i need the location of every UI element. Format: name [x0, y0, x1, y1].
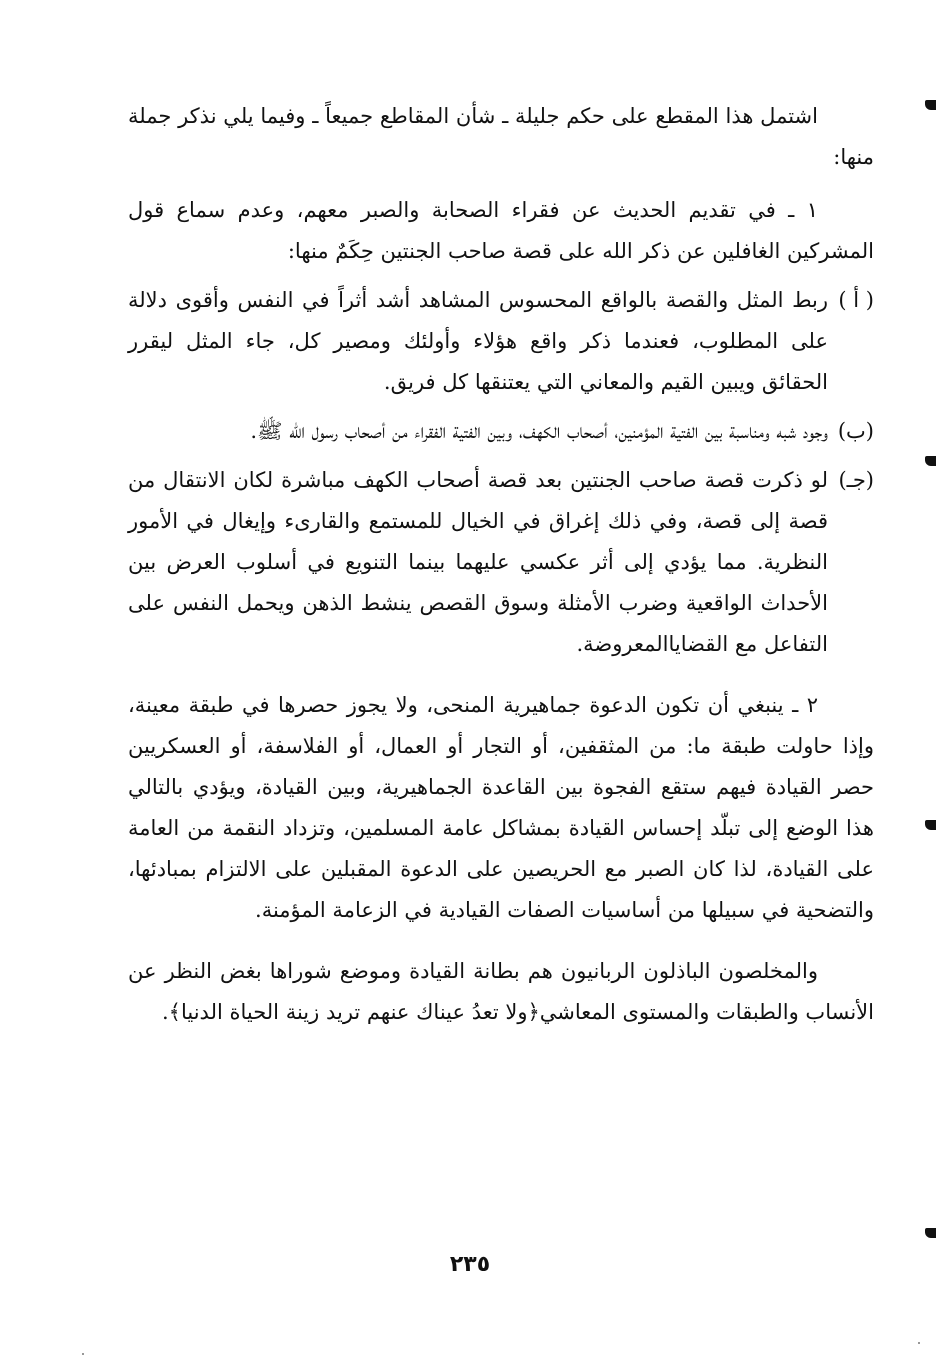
sub-point-a-text: ربط المثل والقصة بالواقع المحسوس المشاهد أشد أثراً في النفس وأقوى دلالة على المطلوب، فعندما ذكر واقع هؤلاء وأولئك ومصير كل، جاء المثل ليقرر الحقائق ويبين القيم والمعاني التي يعتنقها كل فريق. — [128, 288, 828, 394]
scan-edge-mark — [925, 820, 936, 830]
scan-edge-mark — [925, 100, 936, 110]
sub-point-c — [128, 460, 874, 665]
closing-paragraph: والمخلصون الباذلون الربانيون هم بطانة القيادة وموضع شوراها بغض النظر عن الأنساب والطبقات والمستوى المعاشي﴿ولا تعدُ عيناك عنهم تريد زينة الحياة الدنيا﴾. — [128, 959, 874, 1024]
point-2-paragraph: ٢ ـ ينبغي أن تكون الدعوة جماهيرية المنحى، ولا يجوز حصرها في طبقة معينة، وإذا حاولت طبقة ما: من المثقفين، أو التجار أو العمال، أو الفلاسفة، أو العسكريين حصر القيادة فيهم ستقع الفجوة بين القاعدة الجماهيرية، وبين القيادة، ويؤدي بالتالي هذا الوضع إلى تبلّد إحساس القيادة بمشاكل عامة المسلمين، وتزداد النقمة من العامة على القيادة، لذا كان الصبر مع الحريصين على الدعوة المقبلين على الالتزام بمبادئها، والتضحية في سبيلها من أساسيات الصفات القيادية في الزعامة المؤمنة. — [128, 693, 874, 922]
scan-edge-mark — [925, 1228, 936, 1238]
sub-point-a-mark: ( أ ) — [838, 288, 874, 312]
sub-point-b-mark: (ب) — [837, 419, 874, 443]
sub-point-b — [128, 411, 874, 452]
scan-edge-mark — [925, 456, 936, 466]
point-1-paragraph: ١ ـ في تقديم الحديث عن فقراء الصحابة والصبر معهم، وعدم سماع قول المشركين الغافلين عن ذكر الله على قصة صاحب الجنتين حِكَمٌ منها: — [128, 198, 874, 263]
sub-point-b-text: وجود شبه ومناسبة بين الفتية المؤمنين، أصحاب الكهف، وبين الفتية الفقراء من أصحاب رسول الله ﷺ. — [250, 419, 828, 443]
scan-speck — [82, 1353, 84, 1355]
sub-point-c-mark: (جـ) — [838, 468, 874, 492]
sub-point-a — [128, 280, 874, 403]
scan-speck — [918, 1342, 920, 1344]
intro-paragraph: اشتمل هذا المقطع على حكم جليلة ـ شأن المقاطع جميعاً ـ وفيما يلي نذكر جملة منها: — [128, 104, 874, 169]
page-number: ٢٣٥ — [449, 1252, 491, 1277]
page-body — [128, 96, 874, 1033]
sub-point-c-text: لو ذكرت قصة صاحب الجنتين بعد قصة أصحاب الكهف مباشرة لكان الانتقال من قصة إلى قصة، وفي ذلك إغراق في الخيال للمستمع والقارىء وإيغال في الأمور النظرية. مما يؤدي إلى أثر عكسي عليهما بينما التنويع في أسلوب العرض بين الأحداث الواقعية وضرب الأمثلة وسوق القصص ينشط الذهن ويحمل النفس على التفاعل مع القضاياالمعروضة. — [128, 468, 828, 656]
